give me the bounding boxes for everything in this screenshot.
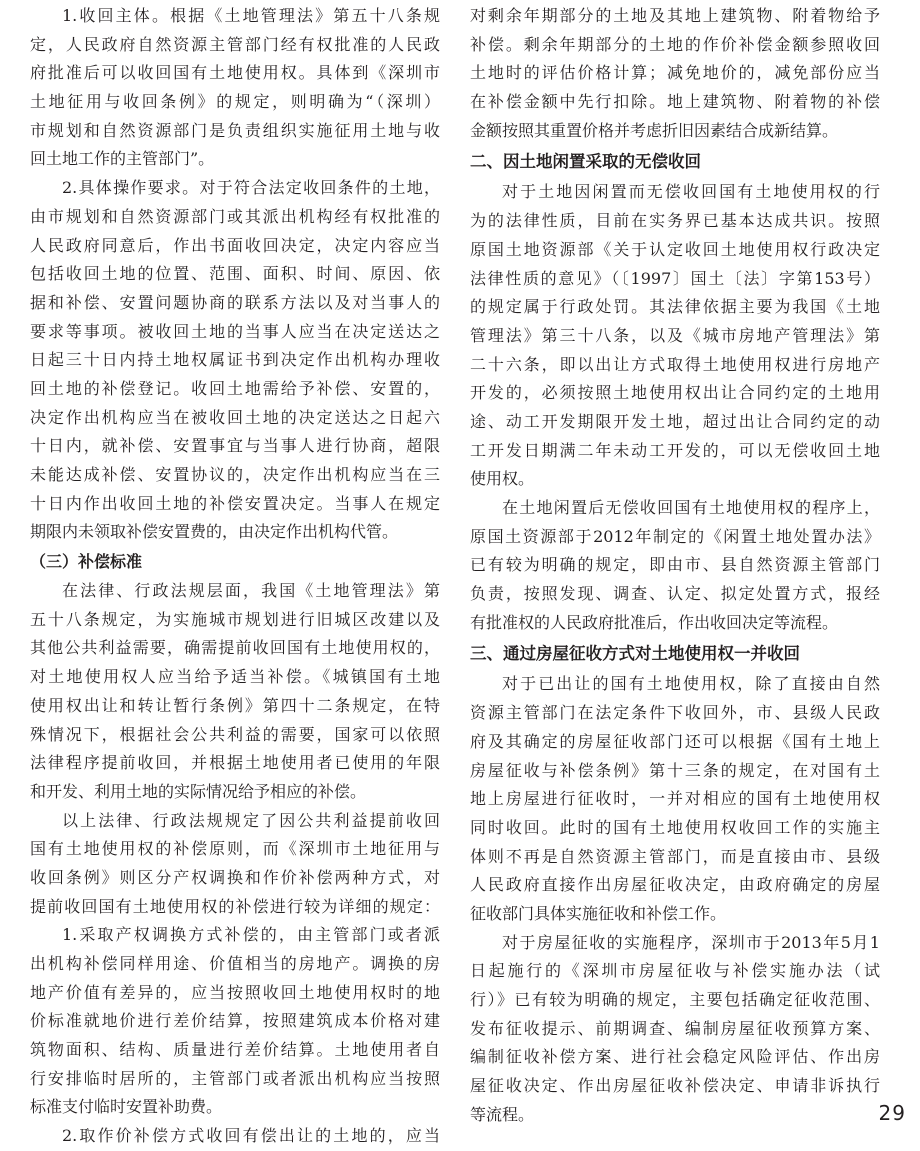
- text-line: 据和补偿、安置问题协商的联系方法以及对当事人的: [30, 292, 440, 312]
- text-line: 包括收回土地的位置、范围、面积、时间、原因、依: [30, 264, 440, 284]
- text-line: 法律程序提前收回，并根据土地使用者已使用的年限: [30, 753, 440, 773]
- text-line: 行）》已有较为明确的规定，主要包括确定征收范围、: [470, 990, 880, 1009]
- text-line: 法律性质的意见》（〔1997〕国土〔法〕字第153号）: [470, 268, 880, 288]
- text-line: 在补偿金额中先行扣除。地上建筑物、附着物的补偿: [470, 92, 880, 112]
- text-line: 回土地的补偿登记。收回土地需给予补偿、安置的，: [30, 378, 440, 398]
- text-line: 收回条例》则区分产权调换和作价补偿两种方式，对: [30, 867, 440, 887]
- text-line: 在土地闲置后无偿收回国有土地使用权的程序上，: [502, 498, 880, 517]
- text-line: 行安排临时居所的，主管部门或者派出机构应当按照: [30, 1068, 440, 1088]
- text-line: 征收部门具体实施征收和补偿工作。: [470, 903, 727, 923]
- text-line: 提前收回国有土地使用权的补偿进行较为详细的规定：: [30, 896, 440, 916]
- text-line: 地产价值有差异的，应当按照收回土地使用权时的地: [30, 982, 440, 1002]
- text-line: 以上法律、行政法规规定了因公共利益提前收回: [62, 810, 440, 830]
- text-line: 十日内，就补偿、安置事宜与当事人进行协商，超限: [30, 436, 440, 456]
- text-line: 在法律、行政法规层面，我国《土地管理法》第: [62, 581, 440, 601]
- text-line: 国有土地使用权的补偿原则，而《深圳市土地征用与: [30, 839, 440, 859]
- text-line: 同时收回。此时的国有土地使用权收回工作的实施主: [470, 817, 880, 837]
- text-line: 府批准后可以收回国有土地使用权。具体到《深圳市: [30, 63, 440, 83]
- page-number: 29: [878, 1101, 906, 1125]
- text-line: 使用权。: [470, 469, 535, 489]
- text-line: 市规划和自然资源部门是负责组织实施征用土地与收: [30, 120, 440, 140]
- text-line: 二十六条，即以出让方式取得土地使用权进行房地产: [470, 354, 880, 374]
- text-line: 期限内未领取补偿安置费的，由决定作出机构代管。: [30, 522, 399, 542]
- text-line: 原国土资源部于2012年制定的《闲置土地处置办法》: [470, 526, 880, 546]
- text-line: 发布征收提示、前期调查、编制房屋征收预算方案、: [470, 1018, 880, 1038]
- text-line: 土地时的评估价格计算；减免地价的，减免部份应当: [470, 63, 880, 83]
- text-line: 为的法律性质，目前在实务界已基本达成共识。按照: [470, 211, 880, 231]
- text-line: 房屋征收与补偿条例》第十三条的规定，在对国有土: [470, 760, 880, 780]
- text-line: 编制征收补偿方案、进行社会稳定风险评估、作出房: [470, 1047, 880, 1067]
- text-line: 要求等事项。被收回土地的当事人应当在决定送达之: [30, 321, 440, 341]
- section-heading: 三、通过房屋征收方式对土地使用权一并收回: [470, 644, 800, 664]
- text-line: 对于土地因闲置而无偿收回国有土地使用权的行: [502, 182, 880, 202]
- text-line: 出机构补偿同样用途、价值相当的房地产。调换的房: [30, 954, 440, 973]
- text-line: 负责，按照发现、调查、认定、拟定处置方式，报经: [470, 584, 880, 604]
- text-line: 开发的，必须按照土地使用权出让合同约定的土地用: [470, 383, 880, 403]
- text-line: 五十八条规定，为实施城市规划进行旧城区改建以及: [30, 609, 440, 629]
- text-line: 人民政府直接作出房屋征收决定，由政府确定的房屋: [470, 875, 880, 895]
- text-line: 已有较为明确的规定，即由市、县自然资源主管部门: [470, 555, 880, 575]
- text-line: 地上房屋进行征收时，一并对相应的国有土地使用权: [470, 789, 880, 809]
- text-line: 体则不再是自然资源主管部门，而是直接由市、县级: [470, 846, 880, 866]
- text-line: 标准支付临时安置补助费。: [30, 1097, 223, 1117]
- text-line: 金额按照其重置价格并考虑折旧因素结合成新结算。: [470, 120, 839, 140]
- text-line: 决定作出机构应当在被收回土地的决定送达之日起六: [30, 407, 440, 427]
- text-line: 由市规划和自然资源部门或其派出机构经有权批准的: [30, 206, 440, 226]
- text-line: 对剩余年期部分的土地及其地上建筑物、附着物给予: [470, 6, 880, 25]
- text-line: 日起三十日内持土地权属证书到决定作出机构办理收: [30, 350, 440, 370]
- text-line: 对于已出让的国有土地使用权，除了直接由自然: [502, 674, 880, 694]
- text-line: 其他公共利益需要，确需提前收回国有土地使用权的，: [30, 638, 440, 658]
- right-text-column: [470, 2, 880, 1129]
- text-line: 定，人民政府自然资源主管部门经有权批准的人民政: [30, 34, 440, 54]
- text-line: 和开发、利用土地的实际情况给予相应的补偿。: [30, 781, 367, 801]
- text-line: 管理法》第三十八条，以及《城市房地产管理法》第: [470, 325, 880, 345]
- text-line: 资源主管部门在法定条件下收回外，市、县级人民政: [470, 703, 880, 723]
- text-line: 使用权出让和转让暂行条例》第四十二条规定，在特: [30, 695, 440, 715]
- text-line: 未能达成补偿、安置协议的，决定作出机构应当在三: [30, 465, 440, 484]
- text-line: 补偿。剩余年期部分的土地的作价补偿金额参照收回: [470, 34, 880, 54]
- text-line: 2.取作价补偿方式收回有偿出让的土地的，应当: [62, 1126, 440, 1146]
- section-heading: 二、因土地闲置采取的无偿收回: [470, 152, 701, 172]
- text-line: 1.收回主体。根据《土地管理法》第五十八条规: [62, 6, 440, 25]
- text-line: 人民政府同意后，作出书面收回决定，决定内容应当: [30, 235, 440, 255]
- text-line: 筑物面积、结构、质量进行差价结算。土地使用者自: [30, 1040, 440, 1060]
- text-line: 有批准权的人民政府批准后，作出收回决定等流程。: [470, 612, 839, 632]
- text-line: 日起施行的《深圳市房屋征收与补偿实施办法（试: [470, 961, 880, 981]
- text-line: 价标准就地价进行差价结算，按照建筑成本价格对建: [30, 1011, 440, 1031]
- text-line: 1.采取产权调换方式补偿的，由主管部门或者派: [62, 925, 440, 945]
- text-line: 屋征收决定、作出房屋征收补偿决定、申请非诉执行: [470, 1076, 880, 1096]
- subsection-heading: （三）补偿标准: [30, 552, 143, 572]
- text-line: 2.具体操作要求。对于符合法定收回条件的土地，: [62, 178, 440, 198]
- left-text-column: [30, 2, 440, 1151]
- text-line: 的规定属于行政处罚。其法律依据主要为我国《土地: [470, 297, 880, 317]
- text-line: 等流程。: [470, 1104, 535, 1124]
- text-line: 殊情况下，根据社会公共利益的需要，国家可以依照: [30, 724, 440, 744]
- text-line: 原国土地资源部《关于认定收回土地使用权行政决定: [470, 239, 880, 259]
- text-line: 回土地工作的主管部门”。: [30, 149, 215, 169]
- text-line: 十日内作出收回土地的补偿安置决定。当事人在规定: [30, 493, 440, 513]
- text-line: 府及其确定的房屋征收部门还可以根据《国有土地上: [470, 731, 880, 751]
- text-line: 土地征用与收回条例》的规定，则明确为“（深圳）: [30, 92, 440, 112]
- text-line: 对土地使用权人应当给予适当补偿。《城镇国有土地: [30, 667, 440, 687]
- text-line: 工开发日期满二年未动工开发的，可以无偿收回土地: [470, 440, 880, 460]
- text-line: 对于房屋征收的实施程序，深圳市于2013年5月1: [502, 932, 880, 952]
- text-line: 途、动工开发期限开发土地，超过出让合同约定的动: [470, 411, 880, 431]
